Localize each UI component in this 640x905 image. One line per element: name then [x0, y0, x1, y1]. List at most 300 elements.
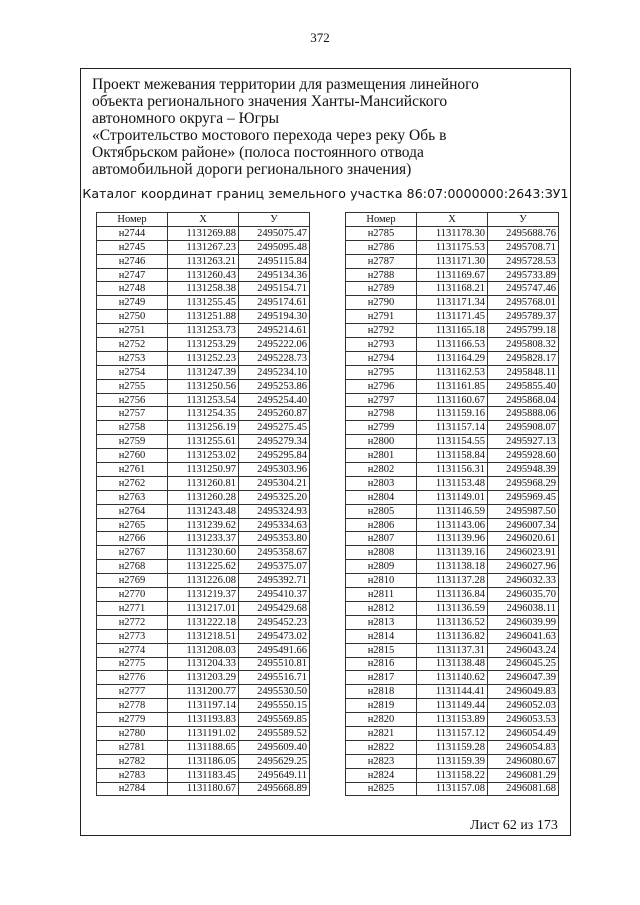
point-number-cell: н2768 — [97, 560, 168, 574]
point-number-cell: н2809 — [346, 560, 417, 574]
y-coordinate-cell: 2495927.13 — [488, 435, 559, 449]
y-coordinate-cell: 2495075.47 — [239, 226, 310, 240]
point-number-cell: н2781 — [97, 740, 168, 754]
x-coordinate-cell: 1131162.53 — [417, 365, 488, 379]
table-row — [97, 726, 310, 740]
y-coordinate-cell: 2495334.63 — [239, 518, 310, 532]
x-coordinate-cell: 1131168.21 — [417, 282, 488, 296]
point-number-cell: н2764 — [97, 504, 168, 518]
point-number-cell: н2793 — [346, 338, 417, 352]
page-number: 372 — [310, 30, 330, 45]
x-coordinate-cell: 1131158.22 — [417, 768, 488, 782]
x-coordinate-cell: 1131157.14 — [417, 421, 488, 435]
y-coordinate-cell: 2495855.40 — [488, 379, 559, 393]
y-coordinate-cell: 2495928.60 — [488, 449, 559, 463]
title-line: автономного округа – Югры — [92, 110, 280, 127]
table-row — [346, 226, 559, 240]
point-number-cell: н2824 — [346, 768, 417, 782]
coordinates-table-left — [96, 212, 310, 796]
point-number-cell: н2818 — [346, 685, 417, 699]
y-coordinate-cell: 2495589.52 — [239, 726, 310, 740]
point-number-cell: н2787 — [346, 254, 417, 268]
table-row — [97, 518, 310, 532]
table-row — [346, 546, 559, 560]
x-coordinate-cell: 1131169.67 — [417, 268, 488, 282]
x-coordinate-cell: 1131180.67 — [168, 782, 239, 796]
x-coordinate-cell: 1131171.45 — [417, 310, 488, 324]
x-coordinate-cell: 1131188.65 — [168, 740, 239, 754]
x-coordinate-cell: 1131260.28 — [168, 490, 239, 504]
table-row — [346, 240, 559, 254]
table-row — [346, 435, 559, 449]
point-number-cell: н2801 — [346, 449, 417, 463]
table-row — [346, 324, 559, 338]
y-coordinate-cell: 2496081.29 — [488, 768, 559, 782]
point-number-cell: н2778 — [97, 699, 168, 713]
x-coordinate-cell: 1131149.01 — [417, 490, 488, 504]
y-coordinate-cell: 2495609.40 — [239, 740, 310, 754]
header-y: У — [488, 213, 559, 227]
table-row — [97, 713, 310, 727]
point-number-cell: н2799 — [346, 421, 417, 435]
point-number-cell: н2780 — [97, 726, 168, 740]
table-header-row — [97, 213, 310, 227]
table-row — [346, 351, 559, 365]
point-number-cell: н2823 — [346, 754, 417, 768]
point-number-cell: н2756 — [97, 393, 168, 407]
point-number-cell: н2804 — [346, 490, 417, 504]
y-coordinate-cell: 2495510.81 — [239, 657, 310, 671]
x-coordinate-cell: 1131269.88 — [168, 226, 239, 240]
y-coordinate-cell: 2496047.39 — [488, 671, 559, 685]
x-coordinate-cell: 1131138.48 — [417, 657, 488, 671]
sheet-label: Лист 62 из 173 — [470, 818, 558, 833]
table-row — [346, 490, 559, 504]
x-coordinate-cell: 1131138.18 — [417, 560, 488, 574]
x-coordinate-cell: 1131153.89 — [417, 713, 488, 727]
y-coordinate-cell: 2495214.61 — [239, 324, 310, 338]
table-row — [97, 226, 310, 240]
table-row — [346, 254, 559, 268]
y-coordinate-cell: 2495279.34 — [239, 435, 310, 449]
x-coordinate-cell: 1131156.31 — [417, 463, 488, 477]
table-row — [97, 574, 310, 588]
table-row — [97, 588, 310, 602]
header-number: Номер — [97, 213, 168, 227]
x-coordinate-cell: 1131247.39 — [168, 365, 239, 379]
x-coordinate-cell: 1131140.62 — [417, 671, 488, 685]
point-number-cell: н2761 — [97, 463, 168, 477]
x-coordinate-cell: 1131191.02 — [168, 726, 239, 740]
y-coordinate-cell: 2495392.71 — [239, 574, 310, 588]
y-coordinate-cell: 2495828.17 — [488, 351, 559, 365]
x-coordinate-cell: 1131157.08 — [417, 782, 488, 796]
y-coordinate-cell: 2496032.33 — [488, 574, 559, 588]
x-coordinate-cell: 1131164.29 — [417, 351, 488, 365]
y-coordinate-cell: 2495174.61 — [239, 296, 310, 310]
x-coordinate-cell: 1131165.18 — [417, 324, 488, 338]
y-coordinate-cell: 2496041.63 — [488, 629, 559, 643]
header-number: Номер — [346, 213, 417, 227]
y-coordinate-cell: 2495473.02 — [239, 629, 310, 643]
table-row — [346, 588, 559, 602]
table-row — [346, 282, 559, 296]
table-row — [346, 768, 559, 782]
y-coordinate-cell: 2495848.11 — [488, 365, 559, 379]
point-number-cell: н2750 — [97, 310, 168, 324]
point-number-cell: н2821 — [346, 726, 417, 740]
table-row — [346, 560, 559, 574]
point-number-cell: н2746 — [97, 254, 168, 268]
point-number-cell: н2762 — [97, 476, 168, 490]
x-coordinate-cell: 1131178.30 — [417, 226, 488, 240]
table-row — [346, 726, 559, 740]
table-row — [97, 407, 310, 421]
table-row — [346, 296, 559, 310]
x-coordinate-cell: 1131255.61 — [168, 435, 239, 449]
y-coordinate-cell: 2495808.32 — [488, 338, 559, 352]
table-row — [346, 338, 559, 352]
table-row — [97, 490, 310, 504]
y-coordinate-cell: 2495789.37 — [488, 310, 559, 324]
point-number-cell: н2822 — [346, 740, 417, 754]
table-row — [346, 310, 559, 324]
y-coordinate-cell: 2496039.99 — [488, 615, 559, 629]
point-number-cell: н2754 — [97, 365, 168, 379]
point-number-cell: н2782 — [97, 754, 168, 768]
coordinates-table-right — [345, 212, 559, 796]
point-number-cell: н2744 — [97, 226, 168, 240]
y-coordinate-cell: 2495530.50 — [239, 685, 310, 699]
x-coordinate-cell: 1131154.55 — [417, 435, 488, 449]
y-coordinate-cell: 2495452.23 — [239, 615, 310, 629]
header-x: X — [168, 213, 239, 227]
table-row — [97, 671, 310, 685]
table-row — [97, 615, 310, 629]
point-number-cell: н2748 — [97, 282, 168, 296]
point-number-cell: н2747 — [97, 268, 168, 282]
x-coordinate-cell: 1131219.37 — [168, 588, 239, 602]
table-row — [346, 713, 559, 727]
x-coordinate-cell: 1131233.37 — [168, 532, 239, 546]
x-coordinate-cell: 1131160.67 — [417, 393, 488, 407]
table-row — [346, 393, 559, 407]
table-row — [97, 310, 310, 324]
point-number-cell: н2786 — [346, 240, 417, 254]
point-number-cell: н2797 — [346, 393, 417, 407]
y-coordinate-cell: 2495728.53 — [488, 254, 559, 268]
point-number-cell: н2790 — [346, 296, 417, 310]
table-row — [346, 463, 559, 477]
table-row — [97, 240, 310, 254]
table-row — [346, 518, 559, 532]
point-number-cell: н2795 — [346, 365, 417, 379]
y-coordinate-cell: 2495747.46 — [488, 282, 559, 296]
x-coordinate-cell: 1131253.29 — [168, 338, 239, 352]
table-row — [346, 504, 559, 518]
table-row — [346, 657, 559, 671]
catalog-title: Каталог координат границ земельного участка 86:07:0000000:2643:ЗУ1 — [82, 186, 569, 201]
point-number-cell: н2803 — [346, 476, 417, 490]
y-coordinate-cell: 2495908.07 — [488, 421, 559, 435]
x-coordinate-cell: 1131159.16 — [417, 407, 488, 421]
y-coordinate-cell: 2495410.37 — [239, 588, 310, 602]
x-coordinate-cell: 1131136.52 — [417, 615, 488, 629]
y-coordinate-cell: 2495668.89 — [239, 782, 310, 796]
table-row — [97, 685, 310, 699]
table-row — [97, 282, 310, 296]
point-number-cell: н2814 — [346, 629, 417, 643]
header-y: У — [239, 213, 310, 227]
y-coordinate-cell: 2495253.86 — [239, 379, 310, 393]
table-row — [97, 532, 310, 546]
table-row — [97, 254, 310, 268]
table-row — [97, 546, 310, 560]
title-line: автомобильной дороги регионального значения) — [92, 161, 412, 178]
point-number-cell: н2825 — [346, 782, 417, 796]
x-coordinate-cell: 1131243.48 — [168, 504, 239, 518]
point-number-cell: н2798 — [346, 407, 417, 421]
x-coordinate-cell: 1131157.12 — [417, 726, 488, 740]
table-row — [97, 449, 310, 463]
point-number-cell: н2751 — [97, 324, 168, 338]
x-coordinate-cell: 1131197.14 — [168, 699, 239, 713]
point-number-cell: н2794 — [346, 351, 417, 365]
x-coordinate-cell: 1131208.03 — [168, 643, 239, 657]
table-row — [97, 560, 310, 574]
x-coordinate-cell: 1131253.73 — [168, 324, 239, 338]
x-coordinate-cell: 1131144.41 — [417, 685, 488, 699]
y-coordinate-cell: 2495629.25 — [239, 754, 310, 768]
point-number-cell: н2755 — [97, 379, 168, 393]
x-coordinate-cell: 1131258.38 — [168, 282, 239, 296]
table-row — [346, 754, 559, 768]
y-coordinate-cell: 2495254.40 — [239, 393, 310, 407]
point-number-cell: н2811 — [346, 588, 417, 602]
y-coordinate-cell: 2495115.84 — [239, 254, 310, 268]
point-number-cell: н2808 — [346, 546, 417, 560]
point-number-cell: н2763 — [97, 490, 168, 504]
y-coordinate-cell: 2495304.21 — [239, 476, 310, 490]
y-coordinate-cell: 2496027.96 — [488, 560, 559, 574]
x-coordinate-cell: 1131222.18 — [168, 615, 239, 629]
x-coordinate-cell: 1131139.96 — [417, 532, 488, 546]
y-coordinate-cell: 2495353.80 — [239, 532, 310, 546]
table-row — [346, 476, 559, 490]
x-coordinate-cell: 1131267.23 — [168, 240, 239, 254]
table-row — [346, 643, 559, 657]
point-number-cell: н2785 — [346, 226, 417, 240]
x-coordinate-cell: 1131226.08 — [168, 574, 239, 588]
point-number-cell: н2772 — [97, 615, 168, 629]
table-row — [97, 476, 310, 490]
point-number-cell: н2745 — [97, 240, 168, 254]
x-coordinate-cell: 1131171.34 — [417, 296, 488, 310]
table-row — [97, 740, 310, 754]
point-number-cell: н2819 — [346, 699, 417, 713]
table-row — [97, 296, 310, 310]
x-coordinate-cell: 1131137.28 — [417, 574, 488, 588]
x-coordinate-cell: 1131218.51 — [168, 629, 239, 643]
y-coordinate-cell: 2495154.71 — [239, 282, 310, 296]
point-number-cell: н2792 — [346, 324, 417, 338]
point-number-cell: н2816 — [346, 657, 417, 671]
y-coordinate-cell: 2495194.30 — [239, 310, 310, 324]
table-row — [97, 601, 310, 615]
table-row — [346, 782, 559, 796]
y-coordinate-cell: 2495324.93 — [239, 504, 310, 518]
point-number-cell: н2789 — [346, 282, 417, 296]
point-number-cell: н2805 — [346, 504, 417, 518]
table-row — [346, 365, 559, 379]
y-coordinate-cell: 2495550.15 — [239, 699, 310, 713]
table-row — [97, 324, 310, 338]
table-row — [346, 740, 559, 754]
y-coordinate-cell: 2495295.84 — [239, 449, 310, 463]
table-row — [346, 629, 559, 643]
point-number-cell: н2765 — [97, 518, 168, 532]
point-number-cell: н2812 — [346, 601, 417, 615]
table-row — [97, 435, 310, 449]
table-row — [97, 365, 310, 379]
y-coordinate-cell: 2495429.68 — [239, 601, 310, 615]
x-coordinate-cell: 1131217.01 — [168, 601, 239, 615]
table-row — [346, 601, 559, 615]
y-coordinate-cell: 2496081.68 — [488, 782, 559, 796]
y-coordinate-cell: 2495688.76 — [488, 226, 559, 240]
point-number-cell: н2783 — [97, 768, 168, 782]
y-coordinate-cell: 2496007.34 — [488, 518, 559, 532]
x-coordinate-cell: 1131166.53 — [417, 338, 488, 352]
y-coordinate-cell: 2496054.49 — [488, 726, 559, 740]
x-coordinate-cell: 1131183.45 — [168, 768, 239, 782]
x-coordinate-cell: 1131193.83 — [168, 713, 239, 727]
x-coordinate-cell: 1131204.33 — [168, 657, 239, 671]
x-coordinate-cell: 1131159.39 — [417, 754, 488, 768]
point-number-cell: н2757 — [97, 407, 168, 421]
point-number-cell: н2796 — [346, 379, 417, 393]
x-coordinate-cell: 1131159.28 — [417, 740, 488, 754]
y-coordinate-cell: 2495987.50 — [488, 504, 559, 518]
x-coordinate-cell: 1131203.29 — [168, 671, 239, 685]
y-coordinate-cell: 2495222.06 — [239, 338, 310, 352]
x-coordinate-cell: 1131149.44 — [417, 699, 488, 713]
point-number-cell: н2802 — [346, 463, 417, 477]
table-row — [97, 351, 310, 365]
table-row — [346, 615, 559, 629]
point-number-cell: н2753 — [97, 351, 168, 365]
y-coordinate-cell: 2496023.91 — [488, 546, 559, 560]
point-number-cell: н2817 — [346, 671, 417, 685]
document-title — [92, 76, 552, 178]
point-number-cell: н2767 — [97, 546, 168, 560]
table-row — [97, 379, 310, 393]
point-number-cell: н2759 — [97, 435, 168, 449]
y-coordinate-cell: 2495799.18 — [488, 324, 559, 338]
y-coordinate-cell: 2495275.45 — [239, 421, 310, 435]
table-row — [97, 768, 310, 782]
header-x: X — [417, 213, 488, 227]
table-row — [346, 268, 559, 282]
table-row — [97, 782, 310, 796]
x-coordinate-cell: 1131139.16 — [417, 546, 488, 560]
table-row — [346, 532, 559, 546]
y-coordinate-cell: 2496080.67 — [488, 754, 559, 768]
point-number-cell: н2749 — [97, 296, 168, 310]
point-number-cell: н2773 — [97, 629, 168, 643]
y-coordinate-cell: 2496020.61 — [488, 532, 559, 546]
table-row — [97, 393, 310, 407]
table-row — [97, 504, 310, 518]
x-coordinate-cell: 1131263.21 — [168, 254, 239, 268]
x-coordinate-cell: 1131260.81 — [168, 476, 239, 490]
y-coordinate-cell: 2495888.06 — [488, 407, 559, 421]
point-number-cell: н2815 — [346, 643, 417, 657]
x-coordinate-cell: 1131239.62 — [168, 518, 239, 532]
x-coordinate-cell: 1131137.31 — [417, 643, 488, 657]
table-row — [97, 268, 310, 282]
x-coordinate-cell: 1131260.43 — [168, 268, 239, 282]
table-row — [346, 421, 559, 435]
x-coordinate-cell: 1131186.05 — [168, 754, 239, 768]
y-coordinate-cell: 2496049.83 — [488, 685, 559, 699]
point-number-cell: н2760 — [97, 449, 168, 463]
y-coordinate-cell: 2496052.03 — [488, 699, 559, 713]
point-number-cell: н2777 — [97, 685, 168, 699]
y-coordinate-cell: 2496053.53 — [488, 713, 559, 727]
table-row — [97, 338, 310, 352]
x-coordinate-cell: 1131153.48 — [417, 476, 488, 490]
y-coordinate-cell: 2495733.89 — [488, 268, 559, 282]
point-number-cell: н2810 — [346, 574, 417, 588]
x-coordinate-cell: 1131143.06 — [417, 518, 488, 532]
table-row — [97, 421, 310, 435]
title-line: Проект межевания территории для размещения линейного — [92, 76, 479, 93]
y-coordinate-cell: 2495969.45 — [488, 490, 559, 504]
x-coordinate-cell: 1131136.82 — [417, 629, 488, 643]
x-coordinate-cell: 1131250.97 — [168, 463, 239, 477]
y-coordinate-cell: 2495708.71 — [488, 240, 559, 254]
point-number-cell: н2766 — [97, 532, 168, 546]
point-number-cell: н2788 — [346, 268, 417, 282]
x-coordinate-cell: 1131175.53 — [417, 240, 488, 254]
x-coordinate-cell: 1131136.59 — [417, 601, 488, 615]
table-header-row — [346, 213, 559, 227]
y-coordinate-cell: 2495303.96 — [239, 463, 310, 477]
y-coordinate-cell: 2495649.11 — [239, 768, 310, 782]
point-number-cell: н2820 — [346, 713, 417, 727]
table-row — [97, 699, 310, 713]
point-number-cell: н2791 — [346, 310, 417, 324]
table-row — [346, 699, 559, 713]
point-number-cell: н2769 — [97, 574, 168, 588]
point-number-cell: н2779 — [97, 713, 168, 727]
y-coordinate-cell: 2496054.83 — [488, 740, 559, 754]
y-coordinate-cell: 2495948.39 — [488, 463, 559, 477]
x-coordinate-cell: 1131158.84 — [417, 449, 488, 463]
y-coordinate-cell: 2495375.07 — [239, 560, 310, 574]
y-coordinate-cell: 2496045.25 — [488, 657, 559, 671]
table-row — [346, 379, 559, 393]
x-coordinate-cell: 1131225.62 — [168, 560, 239, 574]
x-coordinate-cell: 1131136.84 — [417, 588, 488, 602]
y-coordinate-cell: 2496038.11 — [488, 601, 559, 615]
point-number-cell: н2758 — [97, 421, 168, 435]
table-row — [97, 643, 310, 657]
table-row — [346, 671, 559, 685]
x-coordinate-cell: 1131200.77 — [168, 685, 239, 699]
x-coordinate-cell: 1131256.19 — [168, 421, 239, 435]
